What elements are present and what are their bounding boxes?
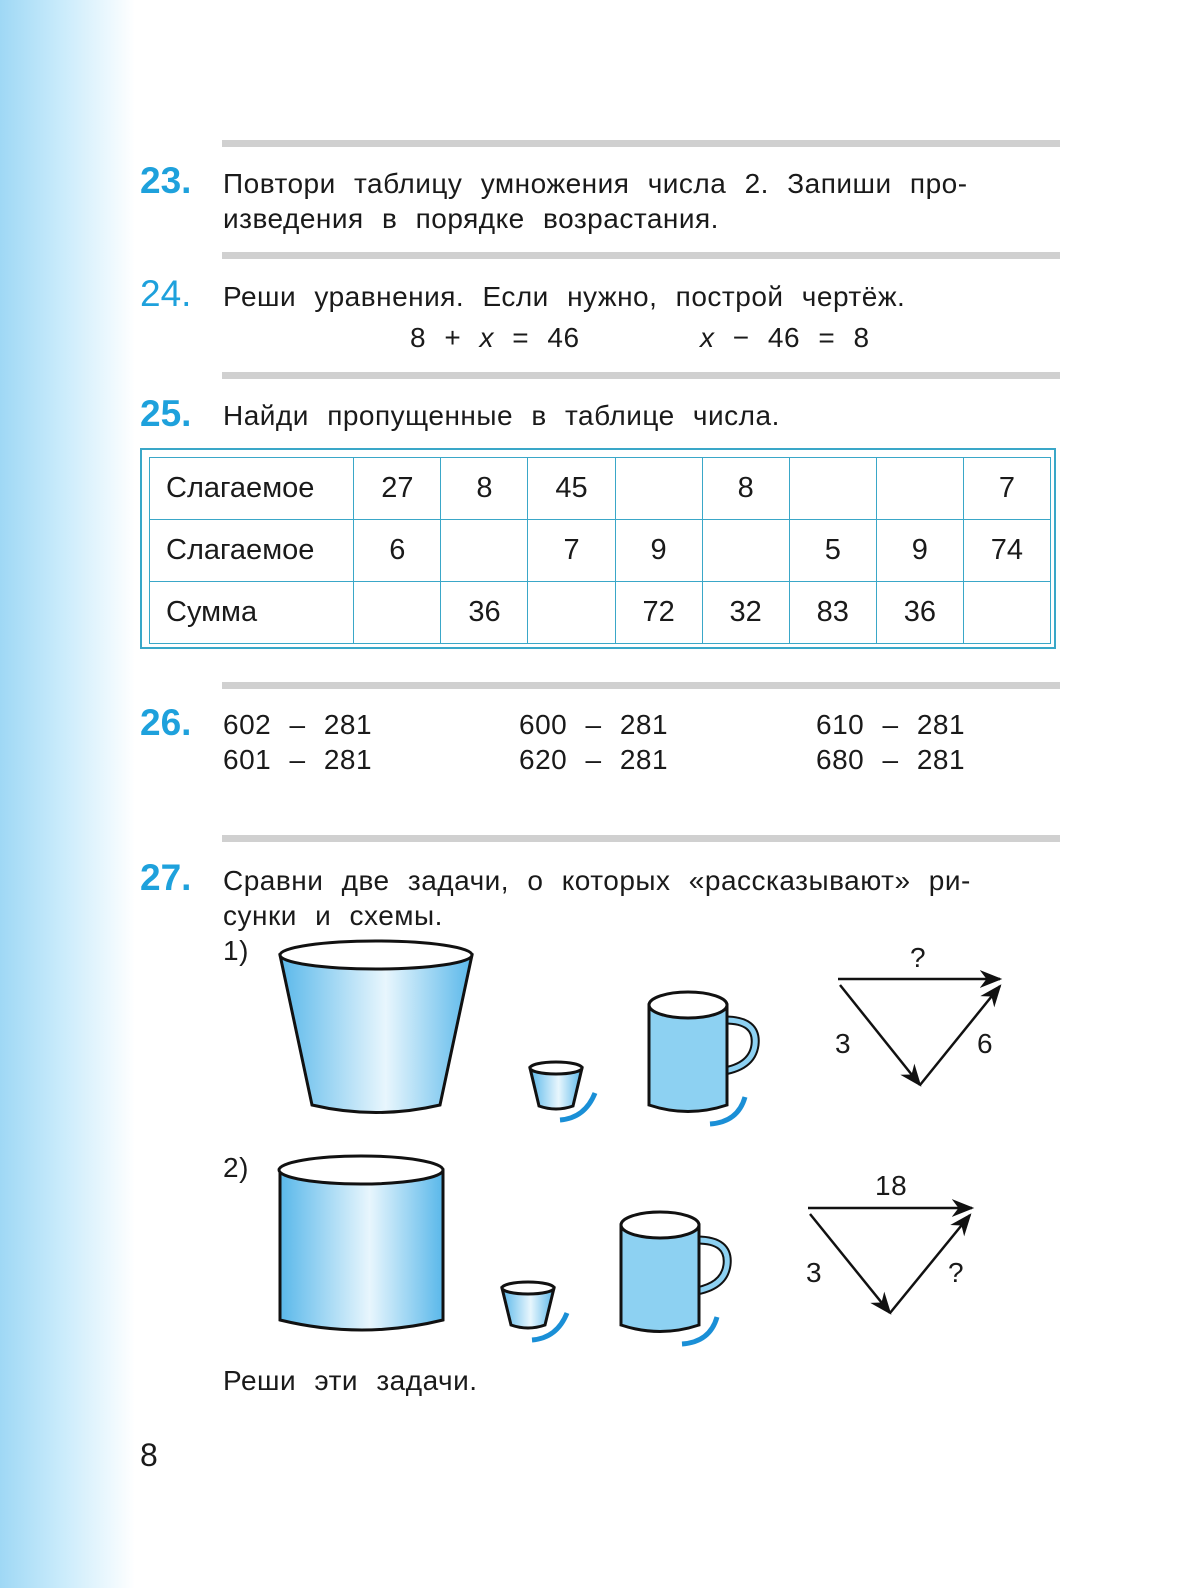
expression: 600 – 281: [519, 709, 669, 740]
exercise-number-24: 24.: [140, 273, 192, 314]
scheme-2-top-label: 18: [875, 1170, 908, 1201]
expression: 602 – 281: [223, 709, 373, 740]
eq2-var: x: [700, 322, 715, 353]
table-cell: 7: [528, 520, 615, 582]
part-2-label: 2): [223, 1152, 249, 1183]
exercise-27-text-1: Сравни две задачи, о которых «рассказывают» ри-: [223, 865, 971, 896]
barrel-icon: [279, 1156, 443, 1330]
expression: 601 – 281: [223, 744, 373, 775]
table-cell: 8: [702, 458, 789, 520]
exercise-27-footer: Реши эти задачи.: [223, 1365, 478, 1396]
scheme-1-right-label: 6: [977, 1028, 994, 1059]
scheme-1-top-label: ?: [910, 942, 927, 973]
table-cell: 9: [876, 520, 963, 582]
table-cell: 27: [354, 458, 441, 520]
exercise-number-23: 23.: [140, 160, 192, 201]
table-cell: 8: [441, 458, 528, 520]
mug-icon: [649, 992, 755, 1124]
exercise-25-text: Найди пропущенные в таблице числа.: [223, 400, 780, 431]
table-cell: 32: [702, 582, 789, 644]
table-cell: 5: [789, 520, 876, 582]
exercise-number-25: 25.: [140, 393, 192, 434]
table-cell: 9: [615, 520, 702, 582]
table-cell: 36: [876, 582, 963, 644]
exercise-number-26: 26.: [140, 702, 192, 743]
small-cup-icon: [530, 1062, 595, 1120]
small-cup-icon: [502, 1282, 567, 1340]
bucket-icon: [280, 941, 472, 1113]
table-cell: 74: [963, 520, 1050, 582]
eq1-right: = 46: [493, 322, 580, 353]
row-header: Слагаемое: [150, 520, 354, 582]
eq2-right: − 46 = 8: [714, 322, 870, 353]
row-header: Сумма: [150, 582, 354, 644]
expression: 620 – 281: [519, 744, 669, 775]
part-1-label: 1): [223, 935, 249, 966]
exercise-27-text-2: сунки и схемы.: [223, 900, 443, 931]
exercise-23-text-2: изведения в порядке возрастания.: [223, 203, 719, 234]
exercise-number-27: 27.: [140, 857, 192, 898]
expression: 610 – 281: [816, 709, 966, 740]
exercise-24-text: Реши уравнения. Если нужно, построй чертёж.: [223, 281, 906, 312]
page-number: 8: [140, 1437, 159, 1473]
table-cell: 36: [441, 582, 528, 644]
table-cell: 72: [615, 582, 702, 644]
scheme-1-diagram: [838, 979, 1000, 1085]
table-cell: 7: [963, 458, 1050, 520]
scheme-1-left-label: 3: [835, 1028, 852, 1059]
table-cell: 6: [354, 520, 441, 582]
expression: 680 – 281: [816, 744, 966, 775]
eq1-var: x: [479, 322, 494, 353]
scheme-2-right-label: ?: [948, 1257, 965, 1288]
eq1-left: 8 +: [410, 322, 480, 353]
exercise-23-text-1: Повтори таблицу умножения числа 2. Запиши про-: [223, 168, 968, 199]
row-header: Слагаемое: [150, 458, 354, 520]
table-cell: 45: [528, 458, 615, 520]
scheme-2-left-label: 3: [806, 1257, 823, 1288]
table-cell: 83: [789, 582, 876, 644]
mug-icon: [621, 1212, 727, 1344]
